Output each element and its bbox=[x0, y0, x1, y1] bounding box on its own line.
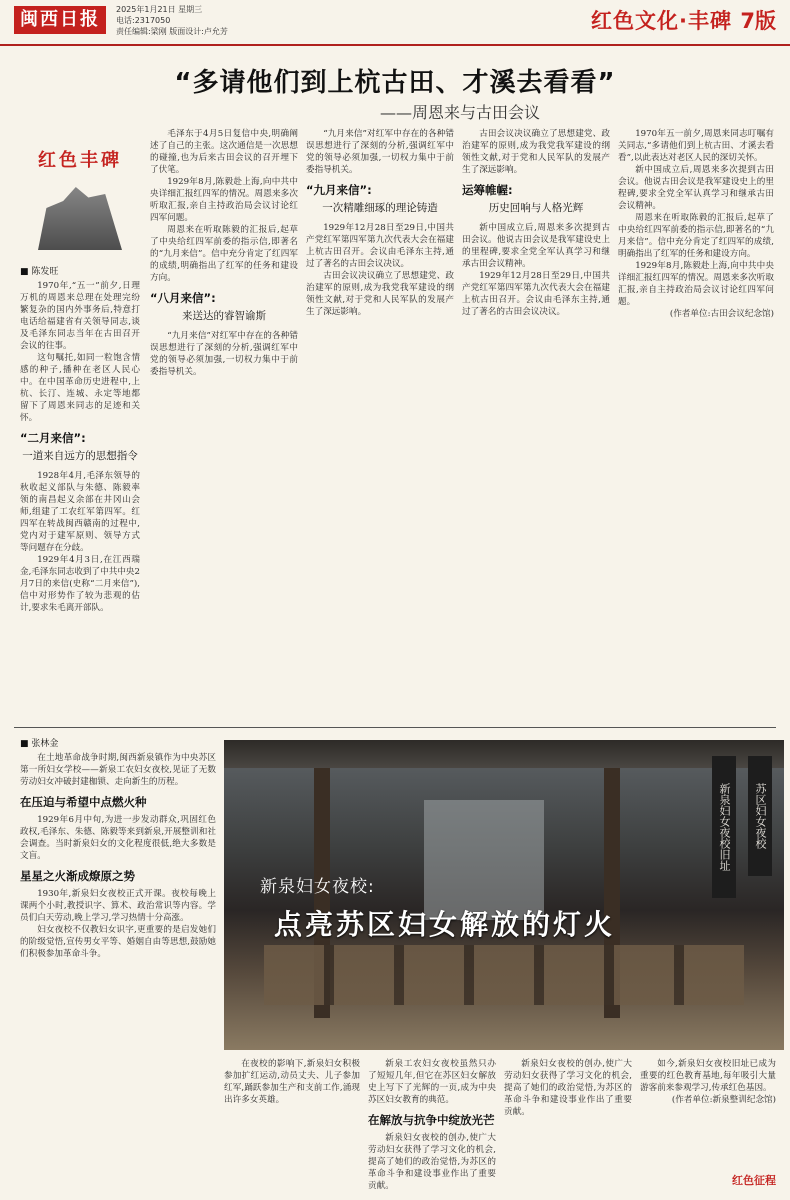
paragraph: “九月来信”对红军中存在的各种错误思想进行了深刻的分析,强调红军中党的领导必须加强,一切权力集中于前委指导机关。 bbox=[306, 129, 454, 175]
article1-col1 bbox=[20, 280, 140, 720]
section-head: 星星之火渐成燎原之势 bbox=[20, 869, 135, 883]
paragraph: 1970年五一前夕,周恩来同志叮嘱有关同志,“多请他们到上杭古田、才溪去看看”,以此表达对老区人民的深切关怀。 bbox=[618, 129, 774, 163]
paragraph: 新中国成立后,周恩来多次提到古田会议。他说古田会议是我军建设史上的里程碑,要求全党全军认真学习和继承古田会议精神。 bbox=[618, 165, 774, 211]
section-head: “九月来信”: bbox=[306, 183, 372, 197]
issue-meta bbox=[116, 4, 228, 37]
article1-byline: ■ 陈发旺 bbox=[20, 264, 58, 277]
article2-col5 bbox=[640, 1058, 776, 1170]
night-school-photo bbox=[224, 740, 784, 1050]
section-head: “二月来信”: bbox=[20, 431, 86, 445]
paragraph: 在夜校的影响下,新泉妇女积极参加扩红运动,动员丈夫、儿子参加红军,踊跃参加生产和支前工作,涌现出许多女英雄。 bbox=[224, 1059, 360, 1105]
issue-date: 2025年1月21日 星期三 bbox=[116, 5, 203, 14]
article2-col3 bbox=[368, 1058, 496, 1190]
paragraph: 1929年12月28日至29日,中国共产党红军第四军第九次代表大会在福建上杭古田召开。会议由毛泽东主持,通过了著名的古田会议决议。 bbox=[306, 223, 454, 269]
paragraph: 新泉工农妇女夜校虽然只办了短短几年,但它在苏区妇女解放史上写下了光辉的一页,成为中央苏区妇女教育的典范。 bbox=[368, 1059, 496, 1105]
paragraph: 新泉妇女夜校的创办,使广大劳动妇女获得了学习文化的机会,提高了她们的政治觉悟,为苏区的革命斗争和建设事业作出了重要贡献。 bbox=[368, 1133, 496, 1190]
paragraph: 1930年,新泉妇女夜校正式开课。夜校每晚上课两个小时,教授识字、算术、政治常识等内容。学员们白天劳动,晚上学习,学习热情十分高涨。 bbox=[20, 889, 216, 923]
window-light bbox=[424, 800, 544, 920]
article2-headline: 点亮苏区妇女解放的灯火 bbox=[274, 908, 616, 941]
section-subhead: 历史回响与人格光辉 bbox=[488, 202, 584, 214]
paragraph: 1928年4月,毛泽东领导的秋收起义部队与朱德、陈毅率领的南昌起义余部在井冈山会师,组建了工农红军第四军。红四军在转战闽西赣南的过程中,党内对于建军原则、领导方式等问题存在分歧。 bbox=[20, 471, 140, 553]
monument-icon bbox=[38, 180, 122, 250]
paragraph: 这句嘱托,如同一粒饱含情感的种子,播种在老区人民心中。在中国革命历史进程中,上杭、长汀、连城、永定等地都留下了周恩来同志的足迹和关怀。 bbox=[20, 353, 140, 423]
section-head: “八月来信”: bbox=[150, 291, 216, 305]
article1-col3 bbox=[306, 128, 454, 720]
paragraph: 1970年,“五一”前夕,日理万机的周恩来总理在处理完纷繁复杂的国内外事务后,特意打电话给福建省有关领导同志,谈及毛泽东同志当年在古田召开会议的往事。 bbox=[20, 281, 140, 351]
paragraph: 周恩来在听取陈毅的汇报后,起草了中央给红四军前委的指示信,即著名的“九月来信”。信中充分肯定了红四军的成绩,明确指出了红军的任务和建设方向。 bbox=[618, 213, 774, 259]
section-head: 运筹帷幄: bbox=[462, 183, 513, 197]
site-sign-secondary: 苏区妇女夜校 bbox=[748, 756, 772, 876]
paragraph: 毛泽东于4月5日复信中央,明确阐述了自己的主张。这次通信是一次思想的碰撞,也为后来古田会议的召开埋下了伏笔。 bbox=[150, 129, 298, 175]
article2-kicker: 新泉妇女夜校: bbox=[260, 877, 375, 897]
paragraph: “九月来信”对红军中存在的各种错误思想进行了深刻的分析,强调红军中党的领导必须加强,一切权力集中于前委指导机关。 bbox=[150, 331, 298, 377]
article1-col4 bbox=[462, 128, 610, 720]
newspaper-logo[interactable]: 闽西日报 bbox=[14, 6, 106, 34]
section-head: 在压迫与希望中点燃火种 bbox=[20, 795, 147, 809]
masthead bbox=[0, 0, 790, 46]
article2-credit: (作者单位:新泉整训纪念馆) bbox=[671, 1095, 776, 1105]
section-head: 在解放与抗争中绽放光芒 bbox=[368, 1113, 495, 1127]
article1-credit: (作者单位:古田会议纪念馆) bbox=[669, 309, 774, 319]
paragraph: 新中国成立后,周恩来多次提到古田会议。他说古田会议是我军建设史上的里程碑,要求全党全军认真学习和继承古田会议精神。 bbox=[462, 223, 610, 269]
roof-beam bbox=[224, 740, 784, 768]
article1-col5 bbox=[618, 128, 774, 720]
paragraph: 1929年8月,陈毅赴上海,向中共中央详细汇报红四军的情况。周恩来多次听取汇报,亲自主持政治局会议讨论红四军问题。 bbox=[150, 177, 298, 223]
paragraph: 古田会议决议确立了思想建党、政治建军的原则,成为我党我军建设的纲领性文献,对于党和人民军队的发展产生了深远影响。 bbox=[306, 271, 454, 317]
section-subhead: 一道来自远方的思想指令 bbox=[22, 450, 138, 462]
paragraph: 在土地革命战争时期,闽西新泉镇作为中央苏区第一所妇女学校——新泉工农妇女夜校,见证了无数劳动妇女冲破封建枷锁、走向新生的历程。 bbox=[20, 753, 216, 787]
paragraph: 妇女夜校不仅教妇女识字,更重要的是启发她们的阶级觉悟,宣传男女平等、婚姻自由等思想,鼓励她们积极参加革命斗争。 bbox=[20, 925, 216, 959]
page-number: 7版 bbox=[740, 9, 776, 33]
paragraph: 周恩来在听取陈毅的汇报后,起草了中央给红四军前委的指示信,即著名的“九月来信”。信中充分肯定了红四军的成绩,明确指出了红军的任务和建设方向。 bbox=[150, 225, 298, 283]
article2-byline: ■ 张林金 bbox=[20, 736, 58, 749]
site-sign: 新泉妇女夜校旧址 bbox=[712, 756, 736, 898]
section-subhead: 一次精雕细琢的理论铸造 bbox=[322, 202, 438, 214]
paragraph: 1929年8月,陈毅赴上海,向中共中央详细汇报红四军的情况。周恩来多次听取汇报,亲自主持政治局会议讨论红四军问题。 bbox=[618, 261, 774, 307]
red-monument-logo-label: 红色丰碑 bbox=[38, 150, 122, 171]
paragraph: 新泉妇女夜校的创办,使广大劳动妇女获得了学习文化的机会,提高了她们的政治觉悟,为苏区的革命斗争和建设事业作出了重要贡献。 bbox=[504, 1059, 632, 1117]
section-title: 红色文化·丰碑 bbox=[591, 9, 732, 33]
article2-col2 bbox=[224, 1058, 360, 1190]
paragraph: 1929年12月28日至29日,中国共产党红军第四军第九次代表大会在福建上杭古田召开。会议由毛泽东主持,通过了著名的古田会议决议。 bbox=[462, 271, 610, 317]
section-subhead: 来送达的睿智谕斯 bbox=[182, 310, 266, 322]
paragraph: 1929年6月中旬,为进一步发动群众,巩固红色政权,毛泽东、朱德、陈毅等来到新泉,开展整训和社会调查。当时新泉妇女的文化程度很低,绝大多数是文盲。 bbox=[20, 815, 216, 861]
article1-subheadline: ——周恩来与古田会议 bbox=[379, 103, 540, 122]
paragraph: 如今,新泉妇女夜校旧址已成为重要的红色教育基地,每年吸引大量游客前来参观学习,传承红色基因。 bbox=[640, 1059, 776, 1093]
classroom-tables bbox=[264, 945, 744, 1005]
article1-headline: “多请他们到上杭古田、才溪去看看” bbox=[174, 68, 616, 98]
article2-col1 bbox=[20, 752, 216, 1190]
section-divider bbox=[14, 727, 776, 728]
article2-col4 bbox=[504, 1058, 632, 1190]
article1-col2 bbox=[150, 128, 298, 720]
paragraph: 古田会议决议确立了思想建党、政治建军的原则,成为我党我军建设的纲领性文献,对于党和人民军队的发展产生了深远影响。 bbox=[462, 129, 610, 175]
paragraph: 1929年4月3日,在江西瑞金,毛泽东同志收到了中共中央2月7日的来信(史称“二月来信”),信中对形势作了较为悲观的估计,要求朱毛离开部队。 bbox=[20, 555, 140, 613]
red-monument-logo bbox=[20, 140, 140, 260]
issue-phone: 电话:2317050 bbox=[116, 16, 171, 25]
issue-editor: 责任编辑:梁刚 版面设计:卢允芳 bbox=[116, 27, 228, 36]
footer-badge: 红色征程 bbox=[732, 1174, 776, 1187]
